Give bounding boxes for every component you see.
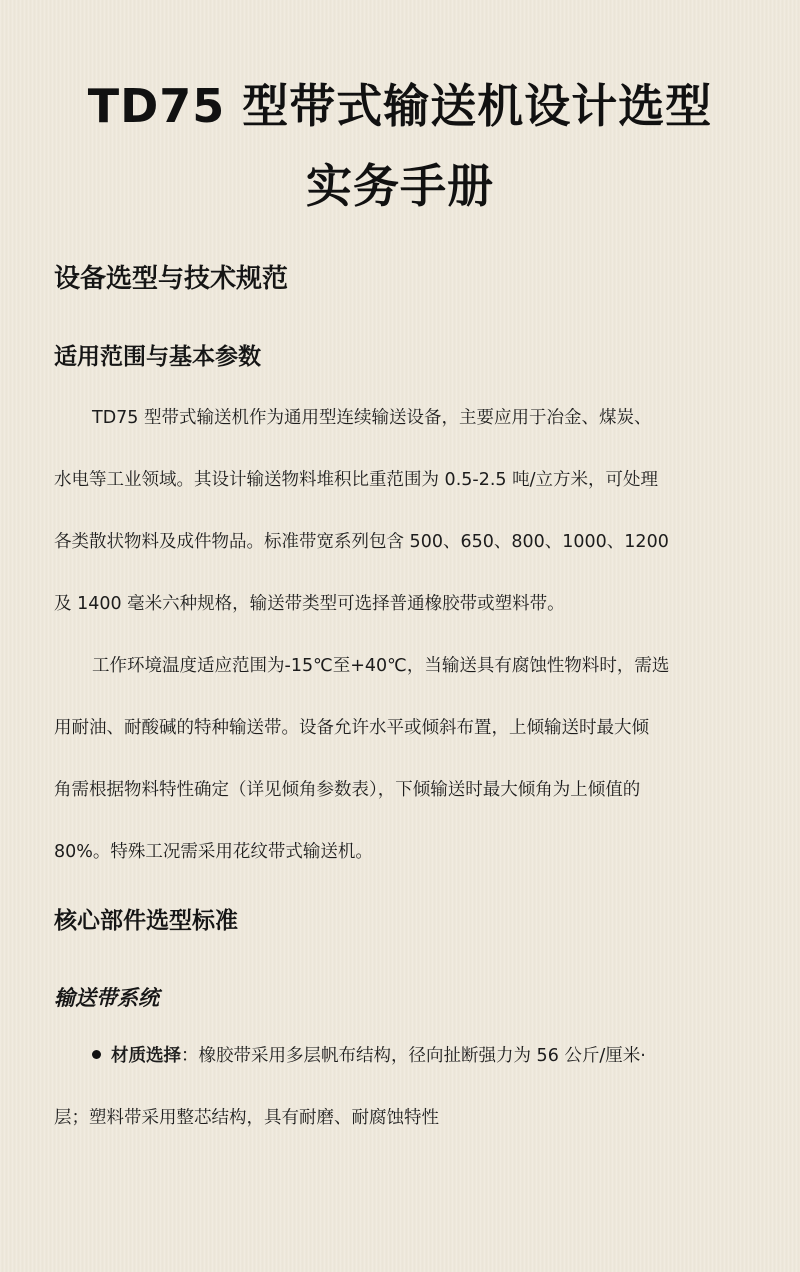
bullet-dot-icon bbox=[92, 1050, 101, 1059]
section-heading-core-components: 核心部件选型标准 bbox=[54, 908, 238, 934]
bullet-text: ：橡胶带采用多层帆布结构，径向扯断强力为 56 公斤/厘米· bbox=[181, 1046, 646, 1066]
paragraph-line: TD75 型带式输送机作为通用型连续输送设备，主要应用于冶金、煤炭、 bbox=[92, 408, 652, 428]
paragraph-line: 工作环境温度适应范围为-15℃至+40℃，当输送具有腐蚀性物料时，需选 bbox=[92, 656, 670, 676]
paragraph-line: 水电等工业领域。其设计输送物料堆积比重范围为 0.5-2.5 吨/立方米，可处理 bbox=[54, 470, 658, 490]
bullet-label: 材质选择 bbox=[111, 1046, 181, 1066]
paragraph-line: 及 1400 毫米六种规格，输送带类型可选择普通橡胶带或塑料带。 bbox=[54, 594, 565, 614]
section-heading-equipment-selection: 设备选型与技术规范 bbox=[54, 264, 289, 294]
paragraph-line: 用耐油、耐酸碱的特种输送带。设备允许水平或倾斜布置，上倾输送时最大倾 bbox=[54, 718, 649, 738]
bullet-item-material bbox=[92, 1042, 752, 1070]
document-title-line1: TD75 型带式输送机设计选型 bbox=[87, 79, 713, 133]
subsection-heading-conveyor-belt: 输送带系统 bbox=[54, 986, 159, 1010]
paragraph-line: 角需根据物料特性确定（详见倾角参数表），下倾输送时最大倾角为上倾值的 bbox=[54, 780, 641, 800]
paragraph-line: 80%。特殊工况需采用花纹带式输送机。 bbox=[54, 842, 373, 862]
paragraph-line: 各类散状物料及成件物品。标准带宽系列包含 500、650、800、1000、1200 bbox=[54, 532, 669, 552]
document-title-line2: 实务手册 bbox=[306, 159, 494, 213]
paragraph-line: 层；塑料带采用整芯结构，具有耐磨、耐腐蚀特性 bbox=[54, 1108, 439, 1128]
subsection-heading-scope: 适用范围与基本参数 bbox=[54, 344, 261, 370]
